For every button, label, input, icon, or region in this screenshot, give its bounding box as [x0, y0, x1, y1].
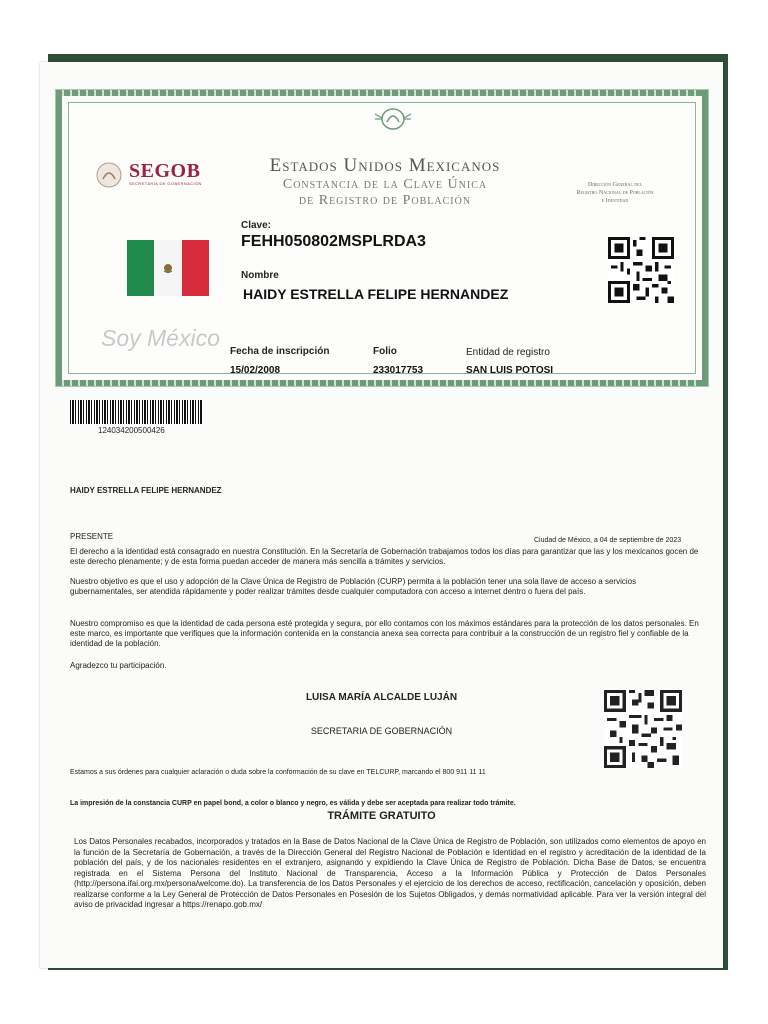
- letter-place-date: Ciudad de México, a 04 de septiembre de 2023: [534, 537, 682, 544]
- document-title-block: [235, 155, 535, 209]
- privacy-notice: Los Datos Personales recabados, incorporados y tratados en la Base de Datos Nacional de la Clave Única de Registro de Población, son utilizados como elementos de apoyo en la función de la Secretaría de Gobernación, a través de la Dirección General del Registro Nacional de Población e Identidad en el registro y acreditación de la identidad de la población del país, y de los nacionales residentes en el extranjero, asignando y expidiendo la Clave Única de Registro de Población. Dicha Base de Datos, se encuentra registrada en el Sistema Persona del Instituto Nacional de Transparencia, Acceso a la Información Pública y Protección de Datos Personales (http://persona.ifai.org.mx/persona/welcome.do). La transferencia de los Datos Personales y el ejercicio de los derechos de acceso, rectificación, cancelación y oposición, deben realizarse conforme a la Ley General de Protección de Datos Personales en Posesión de los Sujetos Obligados, y demás normatividad aplicable. Para ver la versión integral del aviso de privacidad ingresar a https://renapo.gob.mx/: [74, 837, 706, 909]
- certificate-frame: [56, 90, 708, 386]
- clave-value: FEHH050802MSPLRDA3: [241, 233, 426, 250]
- certificate-inner: [68, 102, 696, 374]
- tramite-gratuito: TRÁMITE GRATUITO: [327, 810, 436, 822]
- entidad-registro-value: SAN LUIS POTOSI: [466, 365, 554, 376]
- document-title-line-1: Constancia de la Clave Única: [282, 177, 488, 192]
- country-title: Estados Unidos Mexicanos: [269, 155, 501, 176]
- signer-title: SECRETARIA DE GOBERNACIÓN: [310, 726, 453, 736]
- mexico-flag-icon: [127, 240, 209, 296]
- document-title-line-2: de Registro de Población: [298, 193, 472, 208]
- entidad-registro-label: Entidad de registro: [466, 347, 550, 358]
- letter-paragraph-3: Nuestro compromiso es que la identidad de cada persona esté protegida y segura, por ello contamos con los máximos estándares para la protección de los datos personales. En este marco, es importante que verifiques que la información contenida en la constancia anexa sea correcta para contribuir a la construcción de un registro fiel y confiable de la identidad de la población.: [70, 619, 699, 648]
- soy-mexico-watermark: Soy México: [101, 325, 220, 351]
- barcode: [70, 400, 202, 424]
- folio-label: Folio: [373, 346, 397, 357]
- frame-border-pattern-top: [62, 90, 702, 96]
- directorate-line-2: Registro Nacional de Población: [576, 190, 654, 196]
- qr-code-icon: [608, 237, 674, 303]
- letter-paragraph-1: El derecho a la identidad está consagrado en nuestra Constitución. En la Secretaría de Gobernación trabajamos todos los días para garantizar que las y los mexicanos gocen de este derecho plenamente; y de esta forma puedan acceder de manera más sencilla a trámites y servicios.: [70, 547, 699, 566]
- segob-logo: [95, 161, 202, 189]
- directorate-line-3: e Identidad: [601, 198, 629, 204]
- segob-title: SEGOB: [129, 160, 201, 182]
- nombre-label: Nombre: [241, 270, 279, 281]
- issuing-directorate: [549, 181, 681, 205]
- letter-recipient: HAIDY ESTRELLA FELIPE HERNANDEZ: [70, 486, 222, 495]
- document-page: [40, 62, 723, 968]
- letter-presente: PRESENTE: [70, 532, 114, 541]
- fecha-inscripcion-value: 15/02/2008: [230, 365, 281, 376]
- fecha-inscripcion-label: Fecha de inscripción: [230, 346, 330, 357]
- national-emblem-icon: [372, 105, 414, 133]
- signature-qr-code-icon: [604, 690, 682, 768]
- nombre-value: HAIDY ESTRELLA FELIPE HERNANDEZ: [243, 286, 509, 302]
- folio-value: 233017753: [373, 365, 424, 376]
- barcode-number: 124034200500426: [98, 426, 165, 435]
- letter-thanks: Agradezco tu participación.: [70, 661, 167, 670]
- segob-subtitle: SECRETARÍA DE GOBERNACIÓN: [129, 181, 202, 186]
- contact-telcurp: Estamos a sus órdenes para cualquier aclaración o duda sobre la conformación de su clave en TELCURP, marcando el 800 911 11 11: [70, 769, 486, 776]
- signer-name: LUISA MARÍA ALCALDE LUJÁN: [305, 692, 458, 703]
- frame-border-pattern-bottom: [62, 380, 702, 386]
- clave-label: Clave:: [241, 220, 272, 231]
- coat-of-arms-icon: [95, 161, 123, 189]
- letter-paragraph-2: Nuestro objetivo es que el uso y adopción de la Clave Única de Registro de Población (CURP) permita a la población tener una sola llave de acceso a servicios gubernamentales, ser atendida rápidamente y poder realizar trámites desde cualquier computadora con acceso a internet dentro o fuera del país.: [70, 577, 637, 596]
- print-validity-note: La impresión de la constancia CURP en papel bond, a color o blanco y negro, es válida y debe ser aceptada para realizar todo trámite.: [70, 800, 516, 807]
- directorate-line-1: Dirección General del: [587, 182, 643, 188]
